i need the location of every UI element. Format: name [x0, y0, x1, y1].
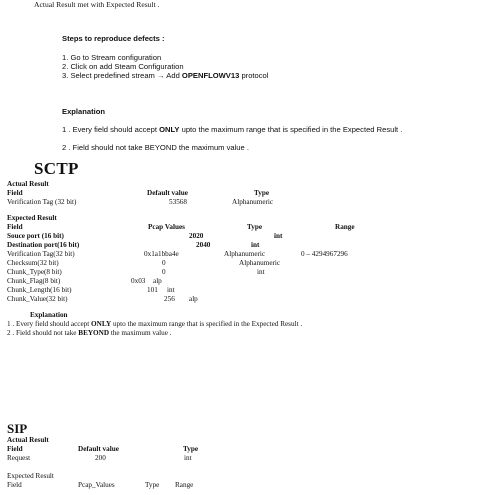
cell-field: Souce port (16 bit): [7, 232, 64, 240]
sctp-explanation-heading: Explanation: [30, 311, 68, 319]
table-row: [7, 259, 477, 268]
cell-pcap-value: 2040: [196, 241, 211, 249]
cell-field: Destination port(16 bit): [7, 241, 80, 249]
explanation-line-1-suffix: upto the maximum range that is specified in the Expected Result .: [179, 125, 403, 134]
table-row: [7, 268, 477, 277]
cell-type: alp: [153, 277, 162, 285]
table-row: [7, 295, 477, 304]
cell-field: Verification Tag (32 bit): [7, 198, 77, 206]
cell-type: Alphanumeric: [239, 259, 281, 267]
cell-field: Chunk_Length(16 bit): [7, 286, 72, 294]
col-pcap-values: Pcap_Values: [78, 481, 115, 489]
cell-type: int: [167, 286, 175, 294]
col-type: Type: [145, 481, 160, 489]
table-row: [7, 286, 477, 295]
explanation-line-1-bold: ONLY: [159, 125, 180, 134]
step-3-protocol: OPENFLOWV13: [181, 71, 240, 80]
cell-pcap-value: 0: [162, 259, 166, 267]
table-row: [7, 198, 477, 207]
sctp-exp-line-2-bold: BEYOND: [78, 329, 110, 337]
steps-heading: Steps to reproduce defects :: [62, 34, 165, 43]
step-3-prefix: 3. Select predefined stream: [62, 71, 155, 80]
cell-field: Chunk_Value(32 bit): [7, 295, 68, 303]
table-row: [7, 241, 477, 250]
sip-expected-heading: Expected Result: [7, 472, 54, 480]
col-type: Type: [254, 189, 270, 197]
step-3-suffix: protocol: [241, 71, 269, 80]
cell-type: int: [184, 454, 192, 462]
cell-default-value: 200: [95, 454, 106, 462]
step-3-mid: Add: [166, 71, 182, 80]
sctp-title: SCTP: [34, 159, 79, 178]
explanation-heading: Explanation: [62, 107, 106, 116]
cell-type: int: [257, 268, 265, 276]
col-field: Field: [7, 481, 22, 489]
cell-pcap-value: 101: [147, 286, 158, 294]
cell-field: Chunk_Type(8 bit): [7, 268, 62, 276]
cell-field: Chunk_Flag(8 bit): [7, 277, 61, 285]
cell-pcap-value: 0x1a1bba4e: [144, 250, 179, 258]
cell-type: int: [274, 232, 283, 240]
cell-default-value: 53568: [169, 198, 187, 206]
step-1: 1. Go to Stream configuration: [62, 53, 162, 62]
col-field: Field: [7, 189, 23, 197]
col-field: Field: [7, 445, 23, 453]
sctp-exp-line-1-prefix: 1 . Every field should accept: [7, 320, 92, 328]
sctp-exp-line-2-suffix: the maximum value .: [109, 329, 172, 337]
sip-expected-header-row: [7, 481, 477, 490]
col-type: Type: [247, 223, 263, 231]
sip-actual-header-row: [7, 445, 477, 454]
table-row: [7, 454, 477, 463]
cell-pcap-value: 0: [162, 268, 166, 276]
cell-type: alp: [189, 295, 198, 303]
cell-type: int: [251, 241, 260, 249]
step-3: [62, 71, 268, 80]
sctp-explanation-line-1: [7, 320, 302, 328]
table-row: [7, 250, 477, 259]
sip-actual-heading: Actual Result: [7, 436, 49, 444]
col-pcap-values: Pcap Values: [148, 223, 185, 231]
sctp-expected-heading: Expected Result: [7, 214, 57, 222]
cell-pcap-value: 0x03: [131, 277, 146, 285]
col-default-value: Default value: [147, 189, 188, 197]
actual-result-summary: Actual Result met with Expected Result .: [34, 0, 160, 9]
sctp-actual-heading: Actual Result: [7, 180, 49, 188]
cell-pcap-value: 2020: [189, 232, 204, 240]
sctp-exp-line-1-bold: ONLY: [91, 320, 112, 328]
explanation-line-2: 2 . Field should not take BEYOND the maximum value .: [62, 143, 249, 152]
cell-type: Alphanumeric: [224, 250, 266, 258]
col-field: Field: [7, 223, 23, 231]
arrow-right-icon: →: [157, 71, 165, 80]
col-range: Range: [175, 481, 194, 489]
table-row: [7, 232, 477, 241]
sip-title: SIP: [7, 421, 28, 436]
col-type: Type: [183, 445, 199, 453]
sctp-expected-header-row: [7, 223, 477, 232]
cell-pcap-value: 256: [164, 295, 175, 303]
explanation-line-1: [62, 125, 402, 134]
col-range: Range: [335, 223, 355, 231]
cell-field: Verification Tag(32 bit): [7, 250, 75, 258]
cell-type: Alphanumeric: [232, 198, 274, 206]
step-2: 2. Click on add Steam Configuration: [62, 62, 184, 71]
sctp-exp-line-2-prefix: 2 . Field should not take: [7, 329, 79, 337]
cell-range: 0 – 4294967296: [301, 250, 348, 258]
explanation-line-1-prefix: 1 . Every field should accept: [62, 125, 160, 134]
sctp-explanation-line-2: [7, 329, 172, 337]
table-row: [7, 277, 477, 286]
cell-field: Checksum(32 bit): [7, 259, 59, 267]
col-default-value: Default value: [78, 445, 119, 453]
cell-field: Request: [7, 454, 31, 462]
sctp-actual-header-row: [7, 189, 477, 198]
sctp-exp-line-1-suffix: upto the maximum range that is specified in the Expected Result .: [111, 320, 303, 328]
